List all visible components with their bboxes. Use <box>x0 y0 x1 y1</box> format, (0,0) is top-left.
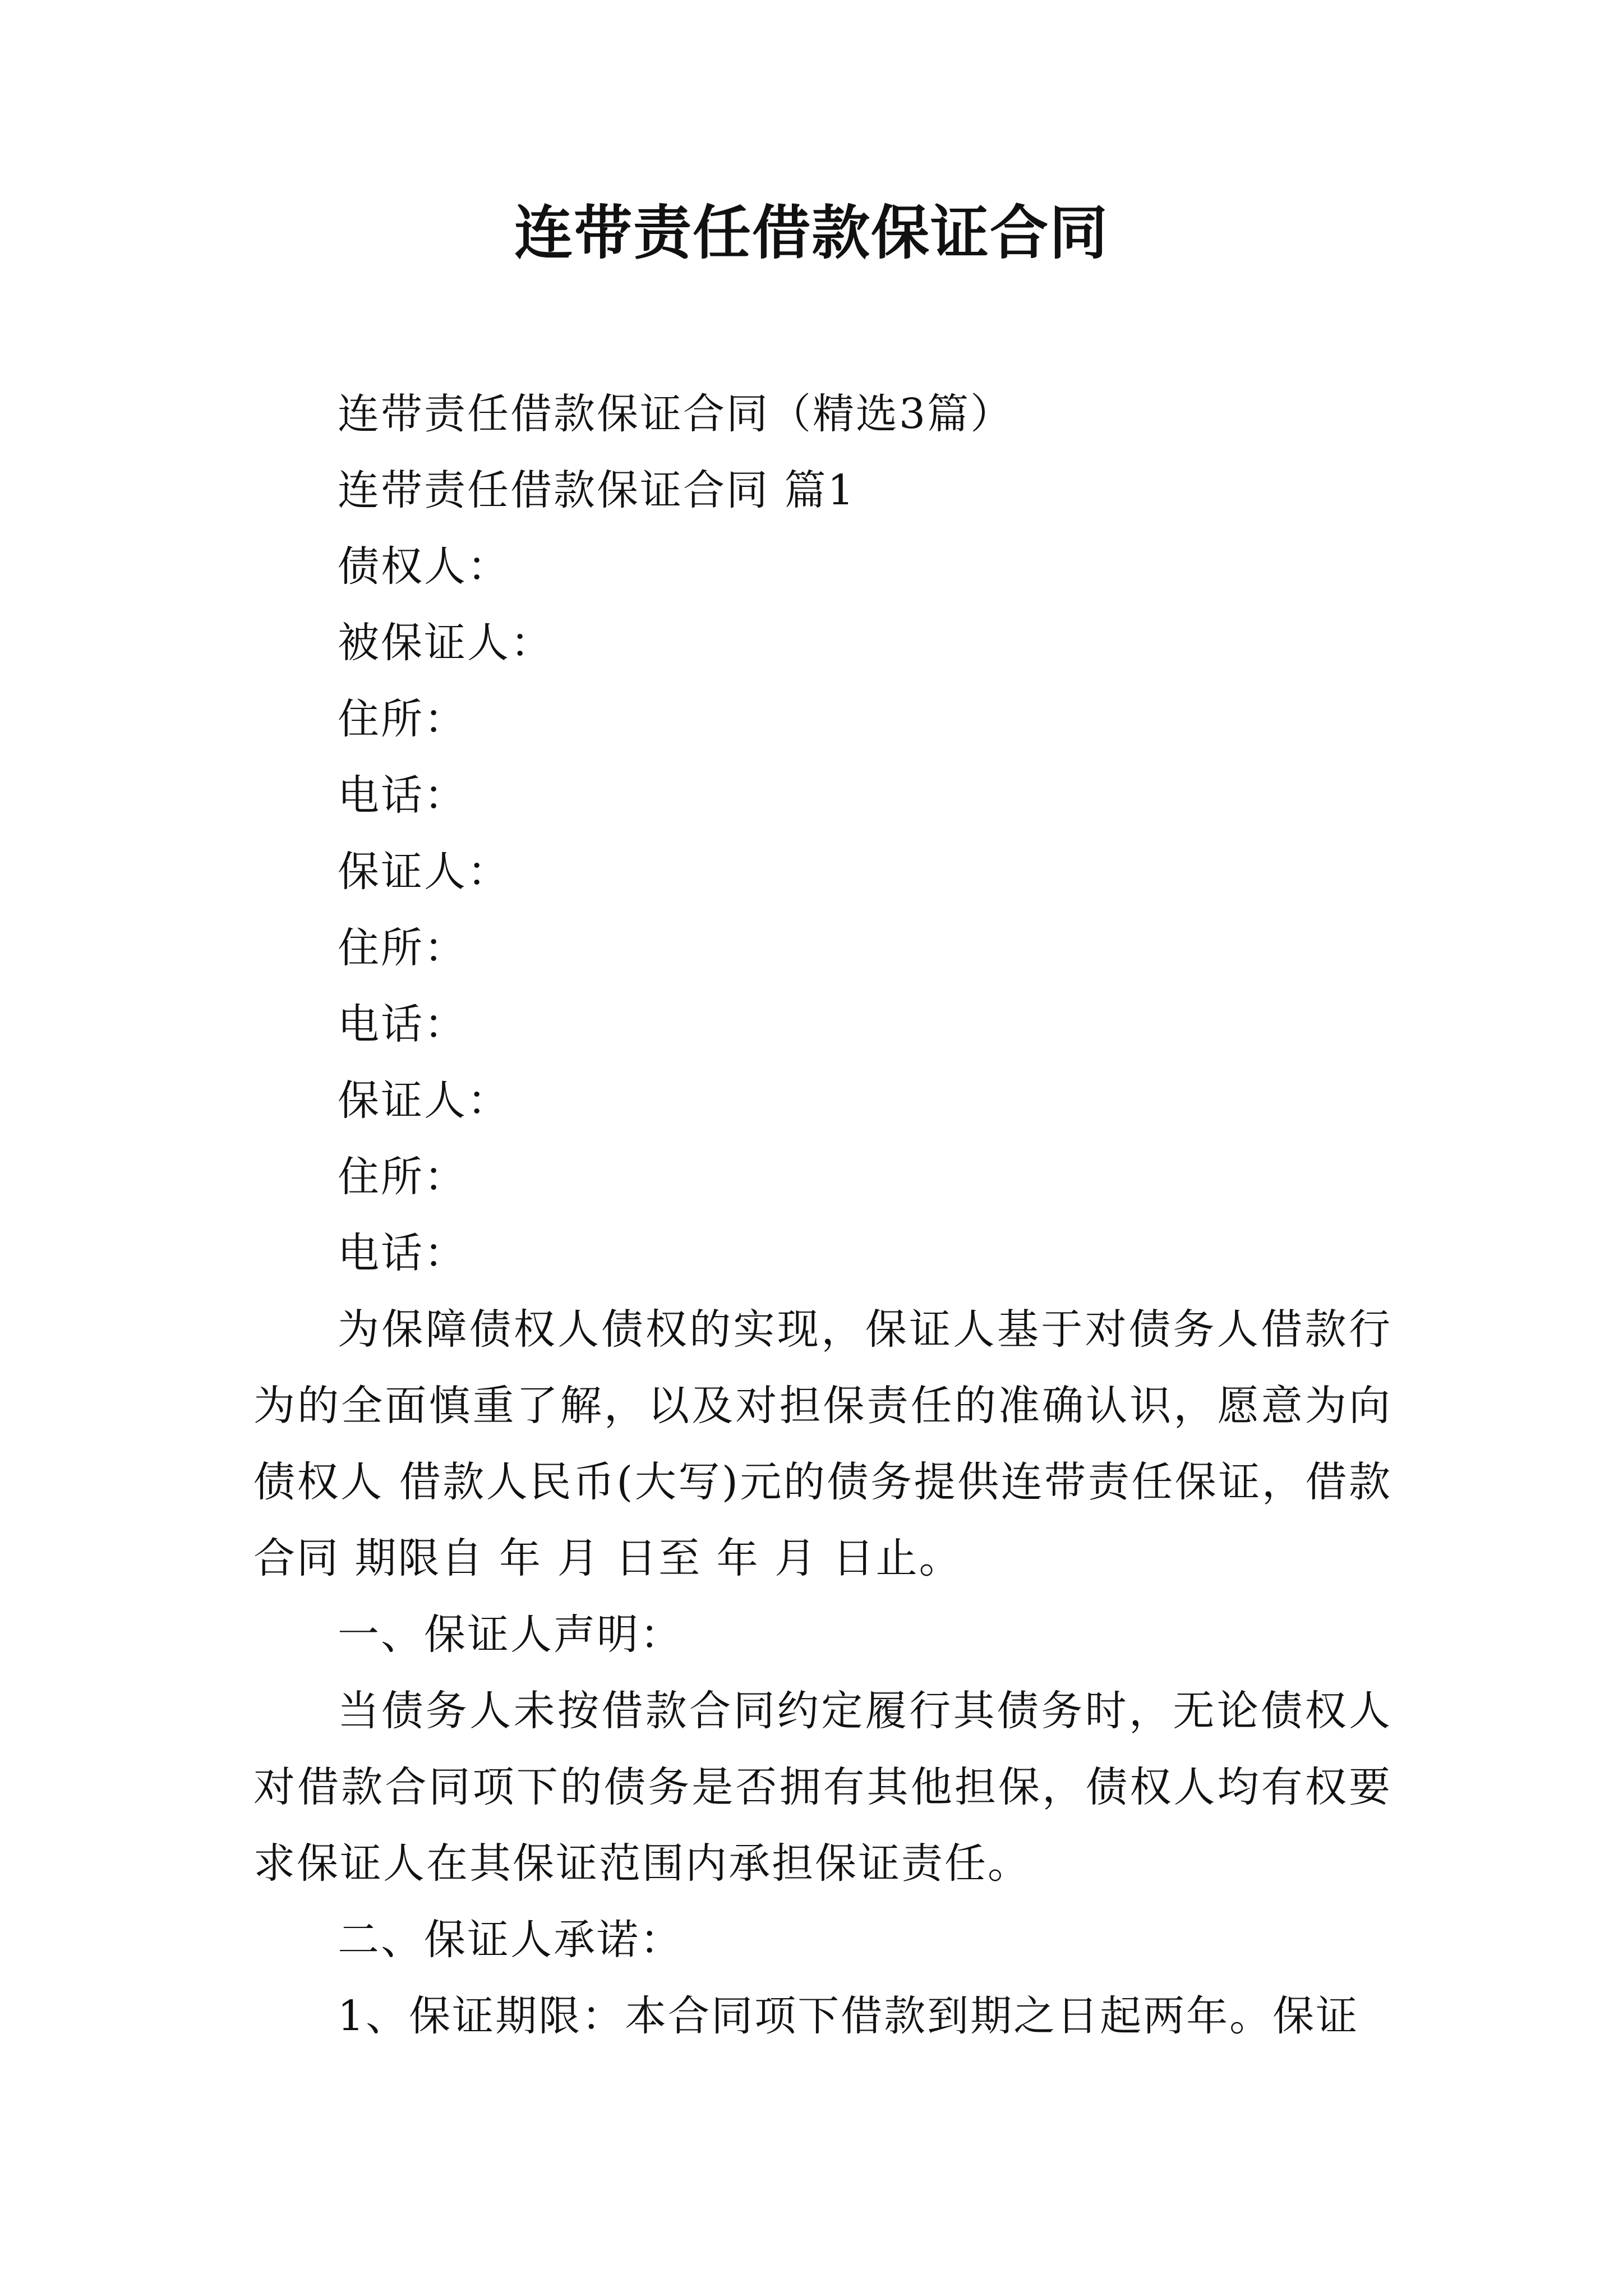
section-title-line: 连带责任借款保证合同 篇1 <box>338 466 856 514</box>
address-field-label: 住所： <box>338 924 467 972</box>
guarantor-field-label: 保证人： <box>338 1076 510 1125</box>
phone-field-label: 电话： <box>338 771 467 820</box>
declaration-paragraph: 当债务人未按借款合同约定履行其债务时，无论债权人对借款合同项下的债务是否拥有其他担保，债权人均有权要求保证人在其保证范围内承担保证责任。 <box>253 1687 1392 1888</box>
section-heading: 二、保证人承诺： <box>338 1916 683 1964</box>
address-field-label: 住所： <box>338 695 467 743</box>
guaranteed-party-field-label: 被保证人： <box>338 619 554 667</box>
guarantor-field-label: 保证人： <box>338 848 510 896</box>
creditor-field-label: 债权人： <box>338 542 510 591</box>
phone-field-label: 电话： <box>338 1000 467 1048</box>
document-title: 连带责任借款保证合同 <box>514 198 1109 267</box>
address-field-label: 住所： <box>338 1153 467 1201</box>
phone-field-label: 电话： <box>338 1229 467 1277</box>
section-heading: 一、保证人声明： <box>338 1611 683 1659</box>
subtitle-line: 连带责任借款保证合同（精选3篇） <box>338 390 1014 438</box>
intro-paragraph: 为保障债权人债权的实现，保证人基于对债务人借款行为的全面慎重了解，以及对担保责任的准确认识，愿意为向债权人 借款人民币(大写)元的债务提供连带责任保证，借款合同 期限自 年 月 日至 年 月 日止。 <box>253 1305 1392 1582</box>
document-body <box>253 376 1392 2054</box>
commitment-paragraph: 1、保证期限：本合同项下借款到期之日起两年。保证 <box>338 1992 1359 2040</box>
